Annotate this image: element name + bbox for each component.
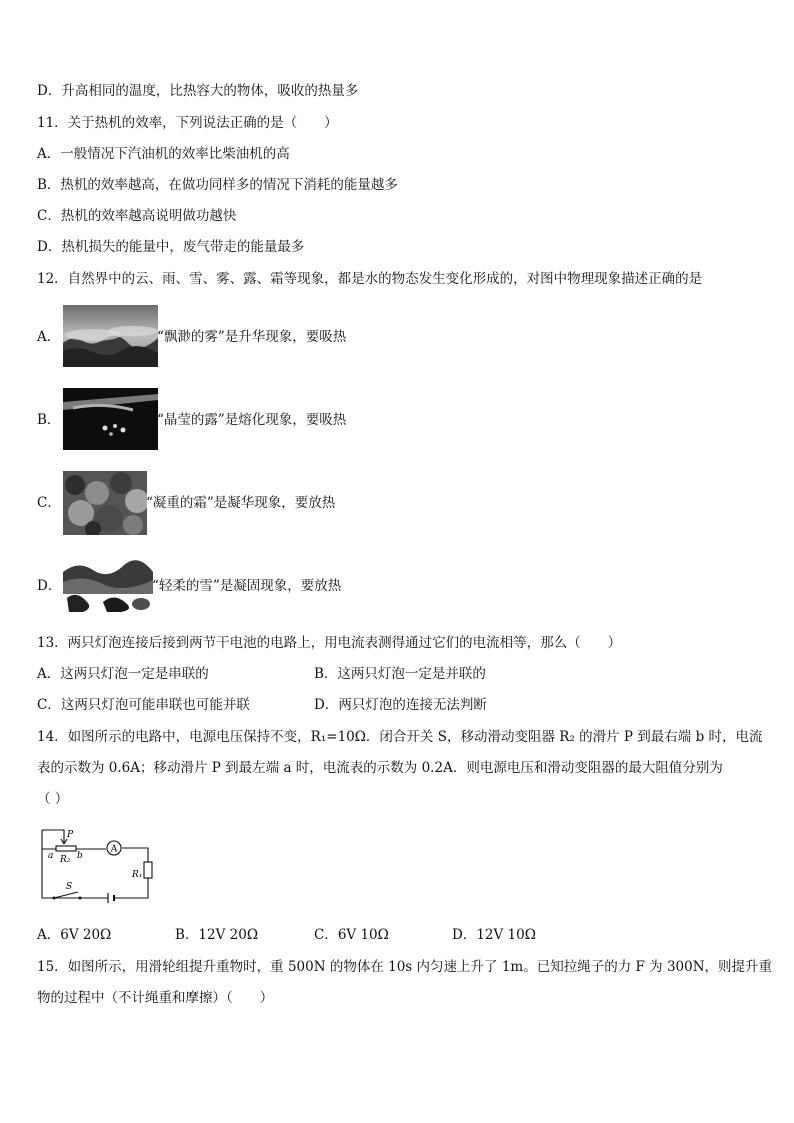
- ammeter-label: A: [110, 844, 118, 855]
- q14-stem-line3: （ ）: [37, 791, 69, 807]
- q12-option-a-text: “飘渺的雾”是升华现象，要吸热: [157, 329, 347, 345]
- q13-option-a: A．这两只灯泡一定是串联的: [37, 666, 209, 682]
- q12-option-d-letter: D．: [37, 578, 62, 594]
- r1-label: R₁: [132, 870, 143, 880]
- q15-stem-line2: 物的过程中（不计绳重和摩擦）（ ）: [37, 990, 274, 1006]
- q15-stem-line1: 15．如图所示，用滑轮组提升重物时，重 500N 的物体在 10s 内匀速上升了 1m。已知拉绳子的力 F 为 300N，则提升重: [37, 959, 773, 975]
- q12-option-b-letter: B．: [37, 412, 61, 428]
- q13-stem: 13．两只灯泡连接后接到两节干电池的电路上，用电流表测得通过它们的电流相等，那么（ ）: [37, 635, 622, 651]
- q11-option-a: A．一般情况下汽油机的效率比柴油机的高: [37, 146, 290, 162]
- q12-stem: 12．自然界中的云、雨、雪、雾、露、霜等现象，都是水的物态发生变化形成的，对图中物理现象描述正确的是: [37, 271, 703, 287]
- snow-photo: [63, 552, 153, 614]
- q14-option-b: B．12V 20Ω: [175, 927, 259, 943]
- frost-photo: [63, 471, 147, 535]
- fog-photo: [63, 305, 158, 367]
- q14-option-d: D．12V 10Ω: [452, 927, 536, 943]
- q11-stem: 11．关于热机的效率，下列说法正确的是（ ）: [37, 115, 338, 131]
- dew-photo: [63, 388, 158, 450]
- q12-option-c-letter: C．: [37, 495, 61, 511]
- q11-option-d: D．热机损失的能量中，废气带走的能量最多: [37, 239, 305, 255]
- q13-option-c: C．这两只灯泡可能串联也可能并联: [37, 697, 250, 713]
- slider-p-label: P: [67, 830, 74, 840]
- circuit-diagram: [38, 822, 156, 904]
- q14-option-c: C．6V 10Ω: [314, 927, 389, 943]
- q11-option-c: C．热机的效率越高说明做功越快: [37, 208, 237, 224]
- q12-option-b-text: “晶莹的露”是熔化现象，要吸热: [157, 412, 347, 428]
- switch-label: S: [66, 882, 73, 892]
- end-b-label: b: [77, 851, 83, 861]
- end-a-label: a: [48, 851, 54, 861]
- q14-stem-line2: 表的示数为 0.6A；移动滑片 P 到最左端 a 时，电流表的示数为 0.2A．则电源电压和滑动变阻器的最大阻值分别为: [37, 760, 723, 776]
- q12-option-d-text: “轻柔的雪”是凝固现象，要放热: [152, 578, 342, 594]
- q14-option-a: A．6V 20Ω: [37, 927, 112, 943]
- q12-option-a-letter: A．: [37, 329, 61, 345]
- q11-option-b: B．热机的效率越高，在做功同样多的情况下消耗的能量越多: [37, 177, 398, 193]
- r2-label: R₂: [60, 855, 71, 865]
- prev-question-option-d: D．升高相同的温度，比热容大的物体，吸收的热量多: [37, 83, 359, 99]
- q12-option-c-text: “凝重的霜”是凝华现象，要放热: [146, 495, 336, 511]
- q14-stem-line1: 14．如图所示的电路中，电源电压保持不变，R₁=10Ω．闭合开关 S，移动滑动变阻器 R₂ 的滑片 P 到最右端 b 时，电流: [37, 729, 763, 745]
- q13-option-b: B．这两只灯泡一定是并联的: [314, 666, 486, 682]
- q13-option-d: D．两只灯泡的连接无法判断: [314, 697, 487, 713]
